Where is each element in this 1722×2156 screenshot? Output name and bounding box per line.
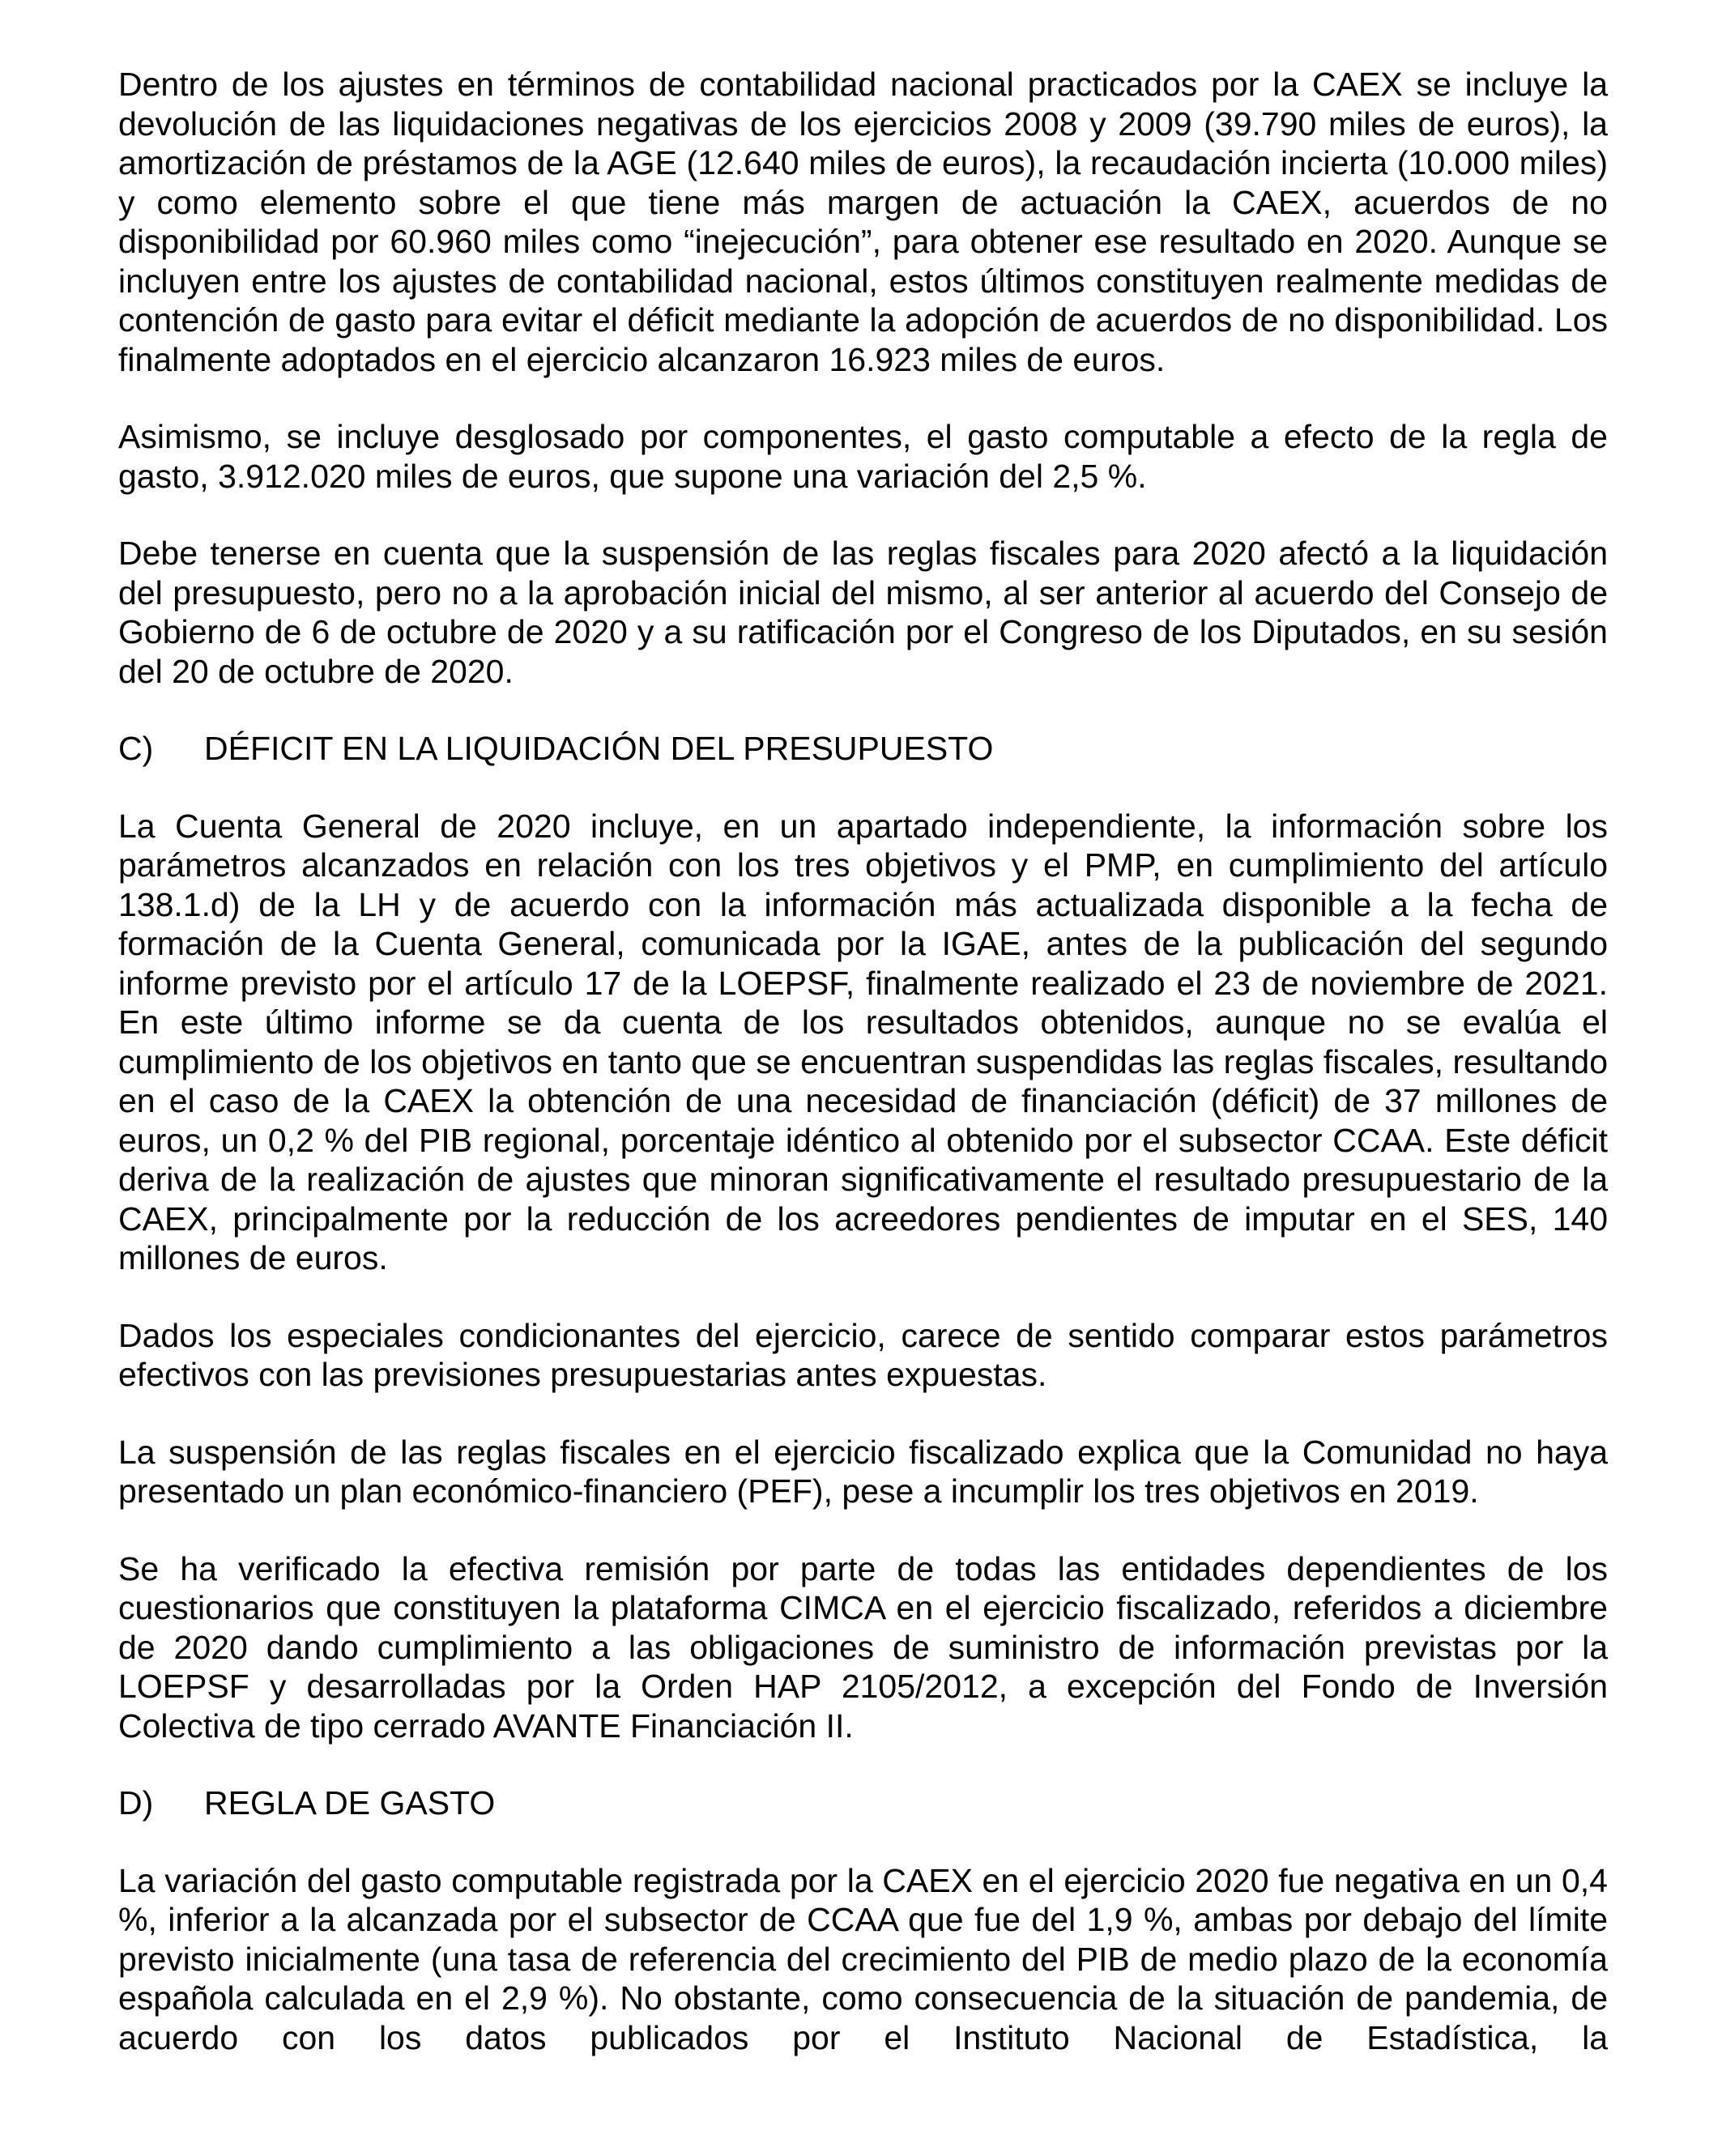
paragraph-ajustes-contabilidad: Dentro de los ajustes en términos de contabilidad nacional practicados por la CAEX se incluye la devolución de las liquidaciones negativas de los ejercicios 2008 y 2009 (39.790 miles de euros), la amortización de préstamos de la AGE (12.640 miles de euros), la recaudación incierta (10.000 miles) y como elemento sobre el que tiene más margen de actuación la CAEX, acuerdos de no disponibilidad por 60.960 miles como “inejecución”, para obtener ese resultado en 2020. Aunque se incluyen entre los ajustes de contabilidad nacional, estos últimos constituyen realmente medidas de contención de gasto para evitar el déficit mediante la adopción de acuerdos de no disponibilidad. Los finalmente adoptados en el ejercicio alcanzaron 16.923 miles de euros. [118, 66, 1608, 378]
section-heading-regla-gasto [118, 1783, 1608, 1823]
paragraph-plan-economico: La suspensión de las reglas fiscales en el ejercicio fiscalizado explica que la Comunidad no haya presentado un plan económico-financiero (PEF), pese a incumplir los tres objetivos en 2019. [118, 1433, 1608, 1510]
section-title: DÉFICIT EN LA LIQUIDACIÓN DEL PRESUPUESTO [204, 730, 994, 767]
paragraph-cimca: Se ha verificado la efectiva remisión por parte de todas las entidades dependientes de los cuestionarios que constituyen la plataforma CIMCA en el ejercicio fiscalizado, referidos a diciembre de 2020 dando cumplimiento a las obligaciones de suministro de información previstas por la LOEPSF y desarrolladas por la Orden HAP 2105/2012, a excepción del Fondo de Inversión Colectiva de tipo cerrado AVANTE Financiación II. [118, 1549, 1608, 1745]
paragraph-suspension-reglas: Debe tenerse en cuenta que la suspensión de las reglas fiscales para 2020 afectó a la liquidación del presupuesto, pero no a la aprobación inicial del mismo, al ser anterior al acuerdo del Consejo de Gobierno de 6 de octubre de 2020 y a su ratificación por el Congreso de los Diputados, en su sesión del 20 de octubre de 2020. [118, 535, 1608, 690]
section-letter: C) [118, 730, 154, 767]
section-letter: D) [118, 1784, 154, 1822]
section-heading-deficit [118, 729, 1608, 769]
paragraph-variacion-gasto: La variación del gasto computable registrada por la CAEX en el ejercicio 2020 fue negativa en un 0,4 %, inferior a la alcanzada por el subsector de CCAA que fue del 1,9 %, ambas por debajo del límite previsto inicialmente (una tasa de referencia del crecimiento del PIB de medio plazo de la economía española calculada en el 2,9 %). No obstante, como consecuencia de la situación de pandemia, de acuerdo con los datos publicados por el Instituto Nacional de Estadística, la [118, 1861, 1608, 2056]
paragraph-gasto-computable: Asimismo, se incluye desglosado por componentes, el gasto computable a efecto de la regla de gasto, 3.912.020 miles de euros, que supone una variación del 2,5 %. [118, 418, 1608, 495]
paragraph-cuenta-general: La Cuenta General de 2020 incluye, en un apartado independiente, la información sobre los parámetros alcanzados en relación con los tres objetivos y el PMP, en cumplimiento del artículo 138.1.d) de la LH y de acuerdo con la información más actualizada disponible a la fecha de formación de la Cuenta General, comunicada por la IGAE, antes de la publicación del segundo informe previsto por el artículo 17 de la LOEPSF, finalmente realizado el 23 de noviembre de 2021. En este último informe se da cuenta de los resultados obtenidos, aunque no se evalúa el cumplimiento de los objetivos en tanto que se encuentran suspendidas las reglas fiscales, resultando en el caso de la CAEX la obtención de una necesidad de financiación (déficit) de 37 millones de euros, un 0,2 % del PIB regional, porcentaje idéntico al obtenido por el subsector CCAA. Este déficit deriva de la realización de ajustes que minoran significativamente el resultado presupuestario de la CAEX, principalmente por la reducción de los acreedores pendientes de imputar en el SES, 140 millones de euros. [118, 807, 1608, 1276]
section-title: REGLA DE GASTO [204, 1784, 496, 1822]
paragraph-condicionantes: Dados los especiales condicionantes del ejercicio, carece de sentido comparar estos parámetros efectivos con las previsiones presupuestarias antes expuestas. [118, 1316, 1608, 1393]
